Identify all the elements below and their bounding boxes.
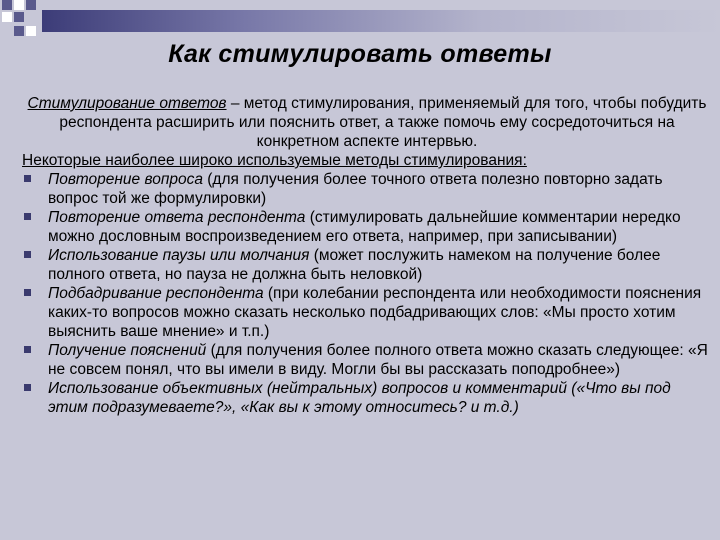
square-bullet-icon [24,289,31,296]
intro-text: – метод стимулирования, применяемый для того, чтобы побудить респондента расширить или пояснить ответ, а также помочь ему сосредоточиться на конкретном аспекте интервью. [59,95,707,150]
item-text: (может послужить намеком на получение более полного ответа, но пауза не должна быть неловкой) [48,247,661,283]
methods-lead: Некоторые наиболее широко используемые методы стимулирования: [22,152,527,169]
methods-list [22,170,712,417]
list-item [22,246,712,284]
decor-square [26,0,36,10]
slide-body [22,94,712,417]
square-bullet-icon [24,346,31,353]
item-term: Получение пояснений [48,342,207,359]
item-text: (при колебании респондента или необходимости пояснения каких-то вопросов можно сказать несколько подбадривающих слов: «Мы просто хотим выяснить ваше мнение» и т.п.) [48,285,702,340]
square-bullet-icon [24,384,31,391]
item-text: (стимулировать дальнейшие комментарии нередко можно дословным воспроизведением его ответа, например, при записывании) [48,209,681,245]
square-bullet-icon [24,175,31,182]
intro-term: Стимулирование ответов [27,95,227,112]
list-item [22,170,712,208]
item-term: Использование паузы или молчания [48,247,310,264]
header-gradient-bar [42,10,720,32]
decor-square [2,0,12,10]
item-term: Повторение вопроса [48,171,203,188]
decor-square [26,26,36,36]
item-text: (для получения более полного ответа можно сказать следующее: «Я не совсем понял, что вы имели в виду. Могли бы вы рассказать поподробнее») [48,342,708,378]
square-bullet-icon [24,251,31,258]
intro-paragraph [22,94,712,151]
decor-square [2,12,12,22]
list-item [22,284,712,341]
item-term: Повторение ответа респондента [48,209,306,226]
list-item [22,208,712,246]
item-text: (для получения более точного ответа полезно повторно задать вопрос той же формулировки) [48,171,663,207]
decor-square [14,0,24,10]
list-item [22,379,712,417]
square-bullet-icon [24,213,31,220]
slide-title: Как стимулировать ответы [168,40,552,68]
decor-square [14,26,24,36]
item-term: Подбадривание респондента [48,285,264,302]
item-term: Использование объективных (нейтральных) вопросов и комментарий («Что вы под этим подразумеваете?», «Как вы к этому относитесь? и т.д.) [48,380,671,416]
list-item [22,341,712,379]
decor-square [14,12,24,22]
